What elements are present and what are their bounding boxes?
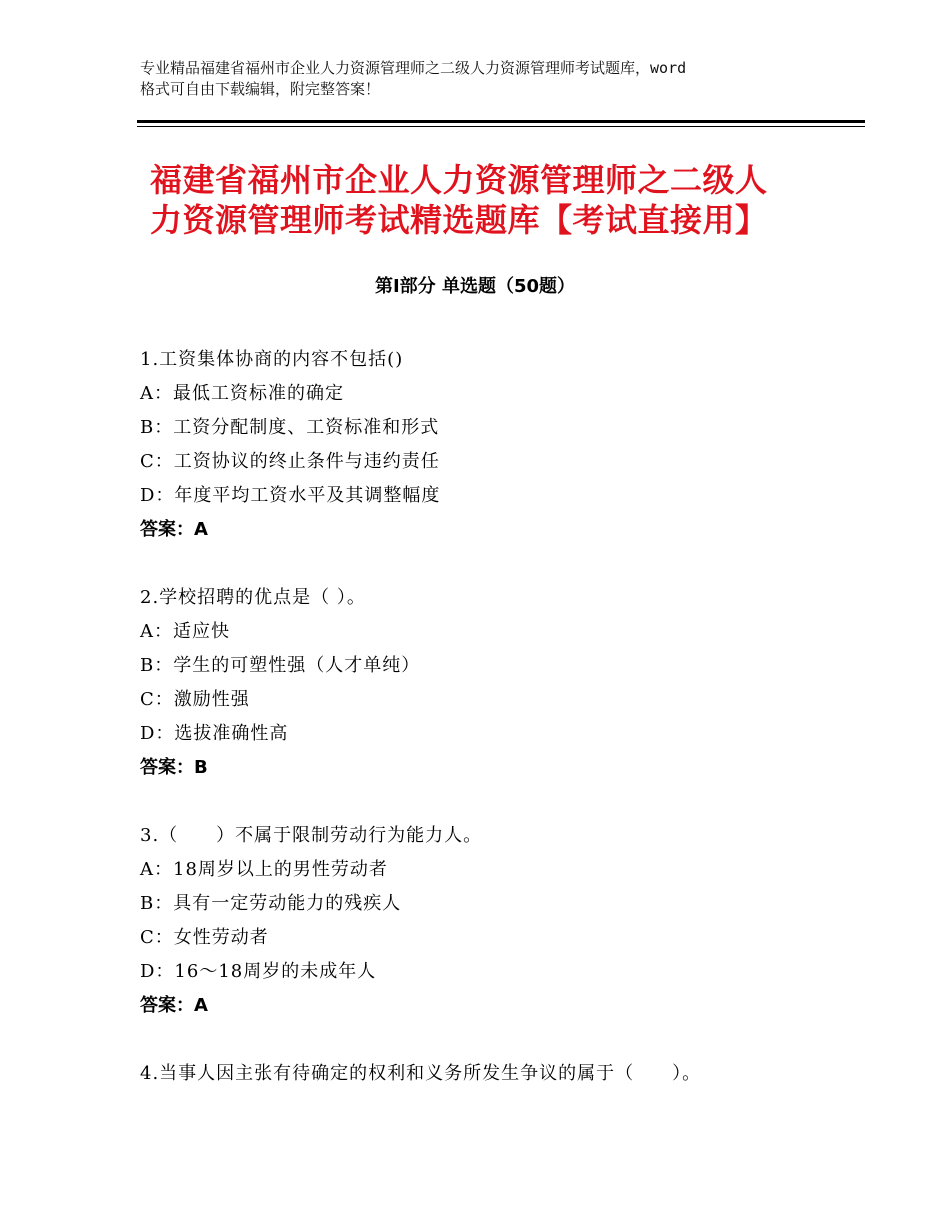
question-2	[140, 581, 840, 785]
option-a: A：最低工资标准的确定	[140, 383, 344, 404]
question-list	[140, 343, 840, 1125]
option-c: C：女性劳动者	[140, 927, 269, 948]
question-stem: 2.学校招聘的优点是（ ）。	[140, 587, 366, 608]
question-1	[140, 343, 840, 547]
section-title: 第Ⅰ部分 单选题（50题）	[374, 276, 575, 297]
question-3	[140, 819, 840, 1023]
option-a: A：18周岁以上的男性劳动者	[140, 859, 388, 880]
question-stem: 1.工资集体协商的内容不包括()	[140, 349, 404, 370]
header-note-line-2: 格式可自由下载编辑，附完整答案！	[140, 80, 381, 98]
question-4	[140, 1057, 840, 1091]
answer: 答案：A	[140, 519, 208, 540]
option-a: A：适应快	[140, 621, 230, 642]
header-rule-thick	[137, 120, 865, 123]
document-title-line-2: 力资源管理师考试精选题库【考试直接用】	[150, 201, 768, 239]
document-title	[150, 160, 830, 240]
answer: 答案：A	[140, 995, 208, 1016]
question-stem: 4.当事人因主张有待确定的权利和义务所发生争议的属于（ ）。	[140, 1063, 702, 1084]
header-note-line-1: 专业精品福建省福州市企业人力资源管理师之二级人力资源管理师考试题库，word	[140, 59, 687, 77]
document-title-line-1: 福建省福州市企业人力资源管理师之二级人	[150, 161, 768, 199]
option-b: B：工资分配制度、工资标准和形式	[140, 417, 440, 438]
option-d: D：年度平均工资水平及其调整幅度	[140, 485, 441, 506]
answer: 答案：B	[140, 757, 208, 778]
option-c: C：工资协议的终止条件与违约责任	[140, 451, 440, 472]
option-b: B：具有一定劳动能力的残疾人	[140, 893, 402, 914]
question-stem: 3.（ ）不属于限制劳动行为能力人。	[140, 825, 483, 846]
header-note	[140, 58, 830, 100]
option-c: C：激励性强	[140, 689, 250, 710]
option-d: D：选拔准确性高	[140, 723, 289, 744]
header-rule-thin	[137, 126, 865, 127]
option-b: B：学生的可塑性强（人才单纯）	[140, 655, 421, 676]
option-d: D：16～18周岁的未成年人	[140, 961, 377, 982]
